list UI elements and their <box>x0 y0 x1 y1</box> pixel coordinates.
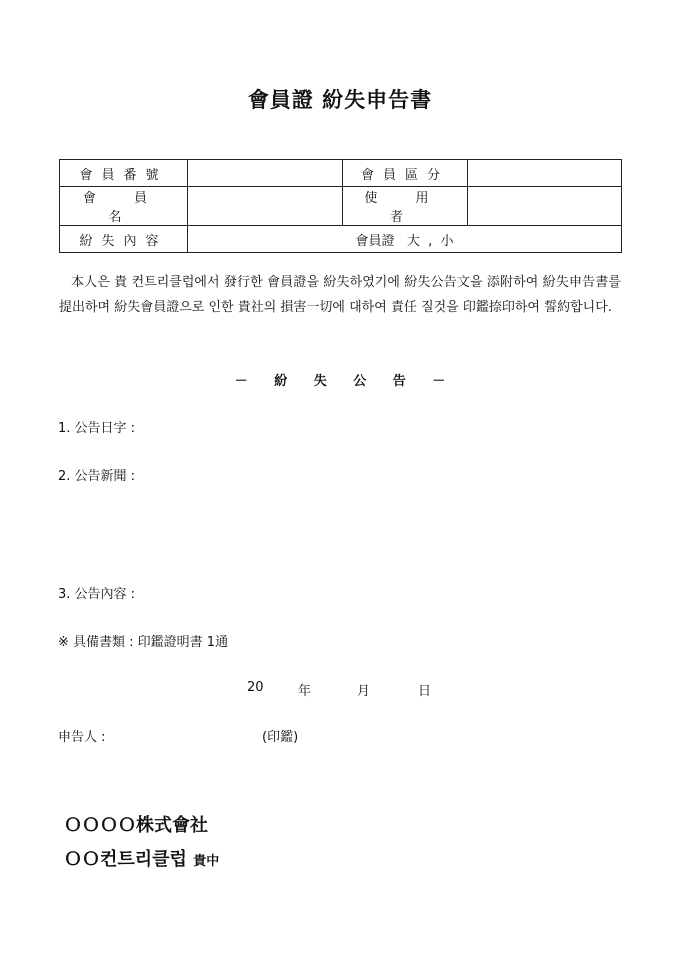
loss-content-value: 會員證 大 , 小 <box>188 226 622 253</box>
announcement-newspaper-item: 2. 公告新聞 : <box>58 469 136 484</box>
table-row <box>60 160 622 187</box>
recipient-honorific: 貴中 <box>193 854 220 869</box>
announcement-date-item: 1. 公告日字 : <box>58 421 136 436</box>
announcement-content-item: 3. 公告內容 : <box>58 587 136 602</box>
user-value <box>468 187 622 226</box>
section-subtitle: － 紛 失 公 告 － <box>234 374 446 389</box>
applicant-label: 申告人 : <box>58 730 106 745</box>
member-number-label: 會員番號 <box>60 160 188 187</box>
loss-content-label: 紛失內容 <box>60 226 188 253</box>
required-documents-note: ※ 具備書類 : 印鑑證明書 1通 <box>58 635 229 650</box>
member-number-value <box>188 160 343 187</box>
recipient-club: ＯＯ컨트리클럽 <box>64 849 187 870</box>
member-name-value <box>188 187 343 226</box>
date-month: 月 <box>357 684 371 699</box>
recipient-company: ＯＯＯＯ株式會社 <box>64 815 208 836</box>
seal-placeholder: (印鑑) <box>262 730 299 745</box>
date-year-prefix: 20 <box>247 680 264 695</box>
member-name-label: 會 員 名 <box>60 187 188 226</box>
table-row <box>60 187 622 226</box>
date-day: 日 <box>418 684 432 699</box>
date-year: 年 <box>298 684 312 699</box>
member-type-value <box>468 160 622 187</box>
table-row <box>60 226 622 253</box>
declaration-paragraph: 本人은 貴 컨트리클럽에서 發行한 會員證을 紛失하였기에 紛失公告文을 添附하여 紛失申告書를 提出하며 紛失會員證으로 인한 貴社의 損害一切에 대하여 責任 질것을 印鑑捺印하여 誓約합니다. <box>59 275 621 315</box>
member-type-label: 會員區分 <box>343 160 468 187</box>
user-label: 使 用 者 <box>343 187 468 226</box>
recipient-club-line <box>64 845 219 871</box>
member-info-table <box>59 159 622 253</box>
document-title: 會員證 紛失申告書 <box>247 88 433 112</box>
date-line <box>0 680 680 700</box>
